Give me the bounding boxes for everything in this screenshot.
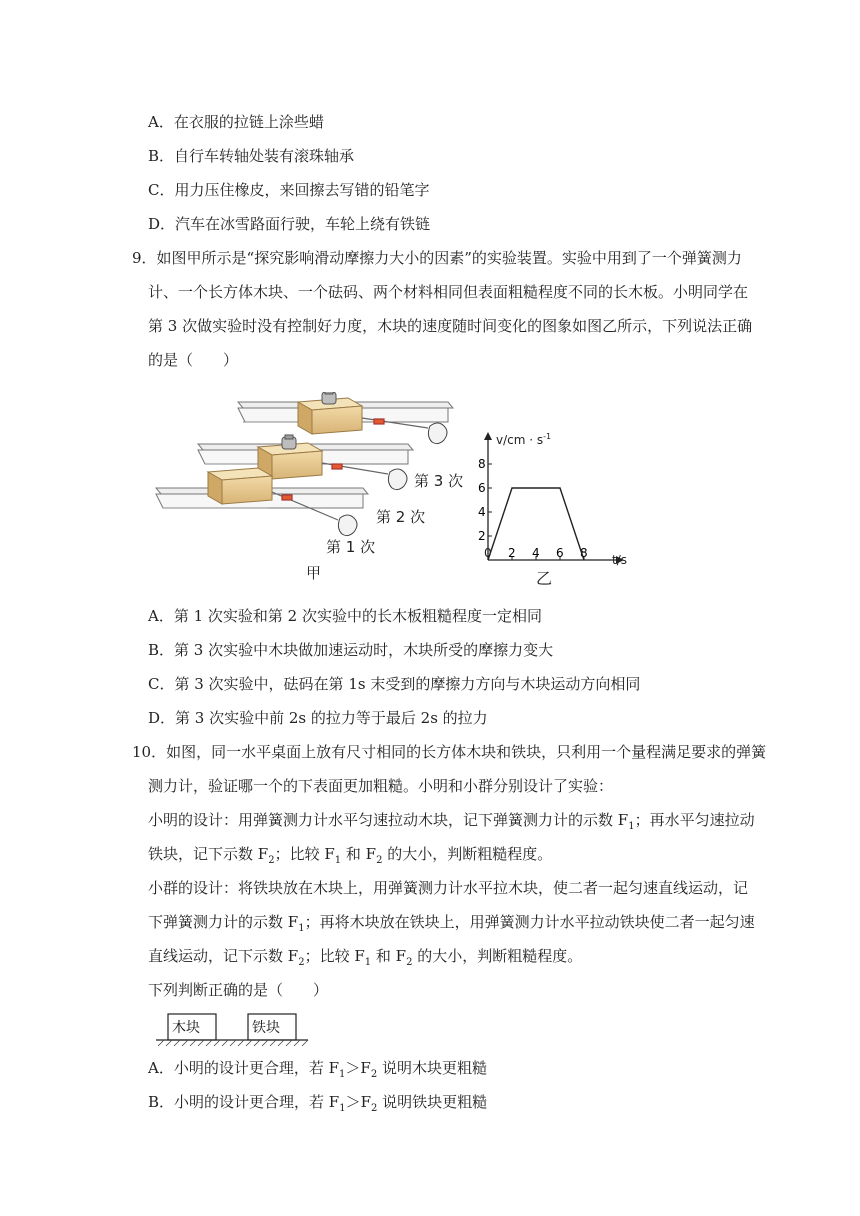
graph-origin: 0 bbox=[484, 546, 492, 560]
trial-label-3: 第 3 次 bbox=[414, 472, 464, 490]
y-tick-8: 8 bbox=[478, 457, 486, 471]
q10-qun-line-3: 直线运动，记下示数 $F_2$；比较 $F_1$ 和 $F_2$ 的大小，判断粗糙程度。 bbox=[148, 947, 583, 968]
x-tick-6: 6 bbox=[556, 546, 564, 560]
q10-stem-line-2: 测力计，验证哪一个的下表面更加粗糙。小明和小群分别设计了实验： bbox=[148, 777, 614, 795]
q8-option-a: A．在衣服的拉链上涂些蜡 bbox=[148, 113, 324, 131]
x-tick-8: 8 bbox=[580, 546, 588, 560]
q9-option-b: B．第 3 次实验中木块做加速运动时，木块所受的摩擦力变大 bbox=[148, 641, 554, 659]
q10-prompt: 下列判断正确的是（ ） bbox=[148, 981, 329, 999]
x-tick-2: 2 bbox=[508, 546, 516, 560]
q9-stem-line-1: 9．如图甲所示是“探究影响滑动摩擦力大小的因素”的实验装置。实验中用到了一个弹簧测力 bbox=[132, 249, 742, 267]
block-wood-label: 木块 bbox=[172, 1020, 200, 1036]
q10-ming-line-2: 铁块，记下示数 $F_2$；比较 $F_1$ 和 $F_2$ 的大小，判断粗糙程度。 bbox=[148, 845, 553, 866]
q9-option-c: C．第 3 次实验中，砝码在第 1s 末受到的摩擦力方向与木块运动方向相同 bbox=[148, 675, 641, 693]
q8-option-c: C．用力压住橡皮，来回擦去写错的铅笔字 bbox=[148, 181, 430, 199]
q9-stem-line-2: 计、一个长方体木块、一个砝码、两个材料相同但表面粗糙程度不同的长木板。小明同学在 bbox=[148, 283, 749, 301]
q9-option-a: A．第 1 次实验和第 2 次实验中的长木板粗糙程度一定相同 bbox=[148, 607, 542, 625]
q8-option-d: D．汽车在冰雪路面行驶，车轮上绕有铁链 bbox=[148, 215, 431, 233]
y-tick-2: 2 bbox=[478, 529, 486, 543]
table-hatching bbox=[158, 1040, 308, 1046]
q9-stem-line-4: 的是（ ） bbox=[148, 351, 239, 369]
graph-y-label: $v/cm \cdot s^{-1}$ bbox=[496, 432, 552, 447]
graph-x-label: t/s bbox=[612, 553, 627, 567]
q10-blocks-figure bbox=[150, 1010, 320, 1052]
q8-option-b: B．自行车转轴处装有滚珠轴承 bbox=[148, 147, 355, 165]
block-iron-label: 铁块 bbox=[252, 1020, 280, 1036]
velocity-time-graph bbox=[478, 432, 627, 567]
caption-jia: 甲 bbox=[306, 564, 322, 582]
q10-option-b: B．小明的设计更合理，若 $F_1>F_2$ 说明铁块更粗糙 bbox=[148, 1093, 488, 1114]
trial-label-2: 第 2 次 bbox=[376, 508, 426, 526]
q9-option-d: D．第 3 次实验中前 2s 的拉力等于最后 2s 的拉力 bbox=[148, 709, 488, 727]
q10-stem-line-1: 10．如图，同一水平桌面上放有尺寸相同的长方体木块和铁块，只利用一个量程满足要求的弹簧 bbox=[132, 743, 767, 761]
q9-number: 9． bbox=[132, 249, 157, 267]
y-tick-4: 4 bbox=[478, 505, 486, 519]
q9-figure bbox=[148, 392, 648, 592]
q10-qun-line-1: 小群的设计：将铁块放在木块上，用弹簧测力计水平拉木块，使二者一起匀速直线运动，记 bbox=[148, 879, 749, 897]
q9-stem-line-3: 第 3 次做实验时没有控制好力度，木块的速度随时间变化的图象如图乙所示，下列说法正确 bbox=[148, 317, 753, 335]
q10-option-a: A．小明的设计更合理，若 $F_1>F_2$ 说明木块更粗糙 bbox=[148, 1059, 487, 1080]
x-tick-4: 4 bbox=[532, 546, 540, 560]
y-tick-6: 6 bbox=[478, 481, 486, 495]
caption-yi: 乙 bbox=[536, 569, 553, 588]
trial-label-1: 第 1 次 bbox=[326, 538, 376, 556]
q10-ming-line-1: 小明的设计：用弹簧测力计水平匀速拉动木块，记下弹簧测力计的示数 $F_1$；再水平匀速拉动 bbox=[148, 811, 755, 832]
q10-number: 10． bbox=[132, 743, 167, 761]
q10-qun-line-2: 下弹簧测力计的示数 $F_1$；再将木块放在铁块上，用弹簧测力计水平拉动铁块使二者一起匀速 bbox=[148, 913, 755, 934]
